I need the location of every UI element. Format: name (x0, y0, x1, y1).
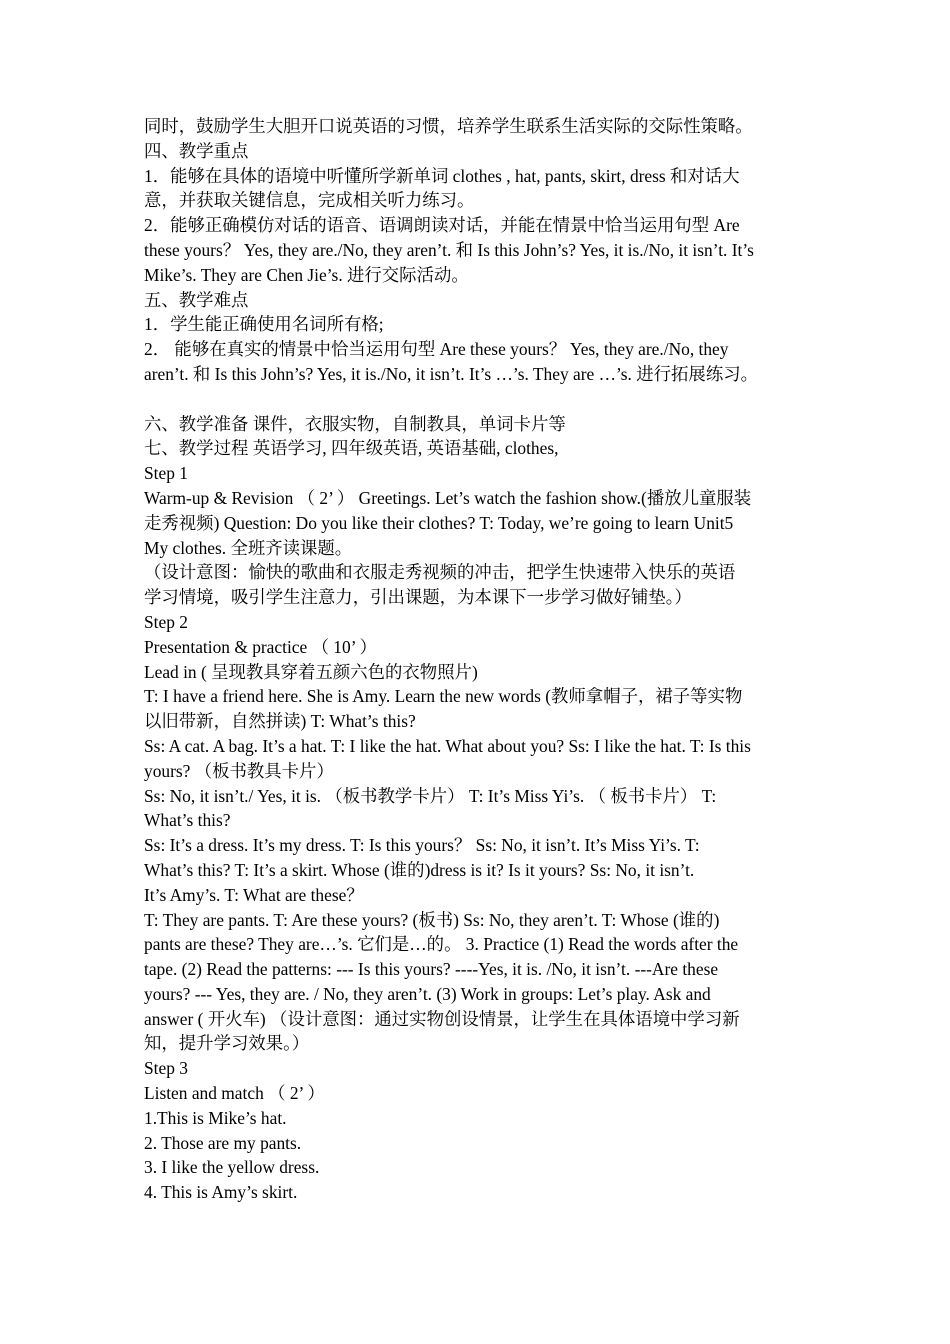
list-item: 2. Those are my pants. (144, 1132, 302, 1153)
text-line: It’s Amy’s. T: What are these？ (144, 884, 364, 905)
text-line: yours? --- Yes, they are. / No, they aren’t. (3) Work in groups: Let’s play. Ask and (144, 983, 711, 1004)
list-item: 4. This is Amy’s skirt. (144, 1182, 298, 1203)
step-heading: Step 1 (144, 463, 188, 484)
text-line: What’s this? T: It’s a skirt. Whose (谁的)dress is it? Is it yours? Ss: No, it isn’t. (144, 859, 695, 880)
text-line: （设计意图：愉快的歌曲和衣服走秀视频的冲击，把学生快速带入快乐的英语 (144, 562, 736, 583)
text-line: 知，提升学习效果。） (144, 1033, 310, 1054)
text-line: Mike’s. They are Chen Jie’s. 进行交际活动。 (144, 264, 469, 285)
text-line: 1．能够在具体的语境中听懂所学新单词 clothes , hat, pants, skirt, dress 和对话大 (144, 165, 740, 186)
text-line: 同时，鼓励学生大胆开口说英语的习惯，培养学生联系生活实际的交际性策略。 (144, 116, 753, 136)
section-heading: 五、教学难点 (144, 289, 249, 310)
document-page (144, 114, 808, 1205)
text-line: Ss: No, it isn’t./ Yes, it is. （板书教学卡片） T: It’s Miss Yi’s. （ 板书卡片） T: (144, 785, 717, 806)
text-line: 2． 能够在真实的情景中恰当运用句型 Are these yours？ Yes, they are./No, they (144, 339, 729, 360)
text-line: T: I have a friend here. She is Amy. Learn the new words (教师拿帽子，裙子等实物 (144, 686, 743, 707)
text-line: Listen and match （ 2’ ） (144, 1083, 325, 1104)
text-line: yours? （板书教具卡片） (144, 760, 334, 781)
text-line: Ss: A cat. A bag. It’s a hat. T: I like the hat. What about you? Ss: I like the hat. T: Is this (144, 735, 751, 756)
text-line: 2．能够正确模仿对话的语音、语调朗读对话，并能在情景中恰当运用句型 Are (144, 215, 740, 236)
text-line: answer ( 开火车) （设计意图：通过实物创设情景，让学生在具体语境中学习新 (144, 1008, 740, 1029)
text-line: 以旧带新，自然拼读) T: What’s this? (144, 711, 416, 732)
blank-line (144, 387, 808, 412)
step-heading: Step 2 (144, 611, 188, 632)
text-line: 意，并获取关键信息，完成相关听力练习。 (144, 190, 475, 211)
section-heading: 七、教学过程 英语学习, 四年级英语, 英语基础, clothes, (144, 438, 559, 459)
text-line: aren’t. 和 Is this John’s? Yes, it is./No, it isn’t. It’s …’s. They are …’s. 进行拓展练习。 (144, 363, 758, 384)
text-line: Lead in ( 呈现教具穿着五颜六色的衣物照片) (144, 661, 478, 682)
step-heading: Step 3 (144, 1058, 188, 1079)
text-line: Ss: It’s a dress. It’s my dress. T: Is this yours？ Ss: No, it isn’t. It’s Miss Yi’s. T: (144, 835, 700, 856)
section-heading: 四、教学重点 (144, 140, 249, 161)
section-heading: 六、教学准备 课件，衣服实物，自制教具，单词卡片等 (144, 413, 566, 434)
text-line: What’s this? (144, 810, 231, 831)
text-line: 1．学生能正确使用名词所有格; (144, 314, 384, 335)
text-line: these yours？ Yes, they are./No, they aren’t. 和 Is this John’s? Yes, it is./No, it isn’t. It’s (144, 239, 754, 260)
text-line: 走秀视频) Question: Do you like their clothes? T: Today, we’re going to learn Unit5 (144, 512, 734, 533)
text-line: T: They are pants. T: Are these yours? (板书) Ss: No, they aren’t. T: Whose (谁的) (144, 909, 720, 930)
text-line: Warm-up & Revision （ 2’ ） Greetings. Let’s watch the fashion show.(播放儿童服装 (144, 487, 752, 508)
list-item: 3. I like the yellow dress. (144, 1157, 320, 1178)
text-line: Presentation & practice （ 10’ ） (144, 636, 377, 657)
text-line: My clothes. 全班齐读课题。 (144, 537, 353, 558)
text-line: pants are these? They are…’s. 它们是…的。 3. Practice (1) Read the words after the (144, 934, 739, 955)
text-line: tape. (2) Read the patterns: --- Is this yours? ----Yes, it is. /No, it isn’t. ---Are these (144, 959, 719, 980)
text-line: 学习情境，吸引学生注意力，引出课题，为本课下一步学习做好铺垫。） (144, 587, 692, 608)
list-item: 1.This is Mike’s hat. (144, 1107, 287, 1128)
